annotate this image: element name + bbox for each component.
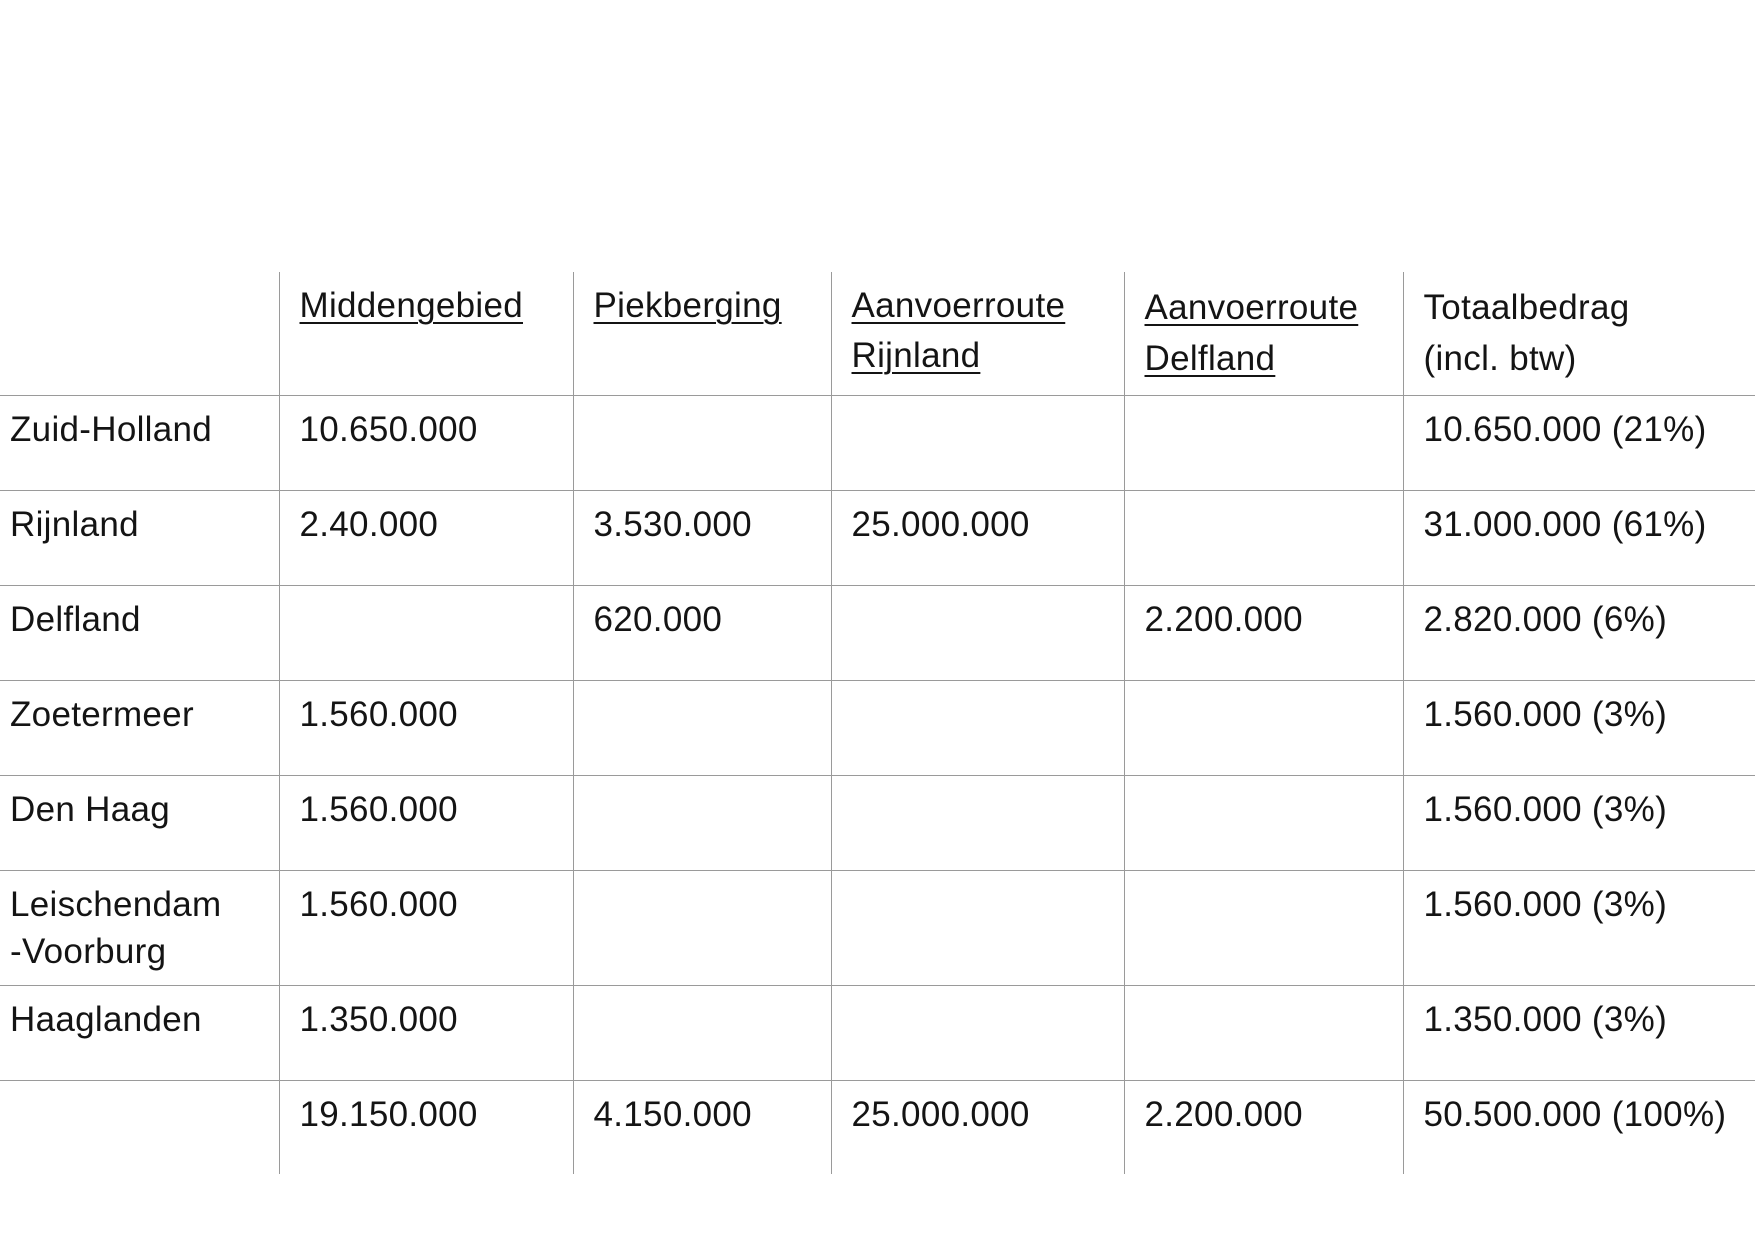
middengebied-cell: 1.560.000 <box>279 871 573 986</box>
grand-total: 50.500.000 (100%) <box>1403 1081 1755 1175</box>
aanvoerroute-rijnland-cell <box>831 871 1124 986</box>
header-cell-middengebied <box>279 272 573 396</box>
aanvoerroute-rijnland-cell: 25.000.000 <box>831 491 1124 586</box>
budget-table-container <box>0 272 1755 1174</box>
header-label: Piekberging <box>593 286 782 325</box>
aanvoerroute-rijnland-cell <box>831 986 1124 1081</box>
header-cell-totaalbedrag <box>1403 272 1755 396</box>
middengebied-cell: 1.560.000 <box>279 681 573 776</box>
piekberging-cell: 620.000 <box>573 586 831 681</box>
middengebied-cell: 1.560.000 <box>279 776 573 871</box>
aanvoerroute-delfland-cell <box>1124 396 1403 491</box>
header-label: Totaalbedrag <box>1423 288 1630 327</box>
row-label-cell: Zoetermeer <box>0 681 279 776</box>
piekberging-cell: 3.530.000 <box>573 491 831 586</box>
table-totals-row <box>0 1081 1755 1175</box>
totaalbedrag-cell: 2.820.000 (6%) <box>1403 586 1755 681</box>
header-label: Rijnland <box>851 336 981 375</box>
aanvoerroute-rijnland-cell <box>831 776 1124 871</box>
header-cell-aanvoerroute-delfland <box>1124 272 1403 396</box>
row-label-cell: Delfland <box>0 586 279 681</box>
table-row <box>0 396 1755 491</box>
aanvoerroute-rijnland-cell <box>831 396 1124 491</box>
aanvoerroute-delfland-cell <box>1124 871 1403 986</box>
header-cell-empty <box>0 272 279 396</box>
aanvoerroute-delfland-cell <box>1124 776 1403 871</box>
piekberging-cell <box>573 871 831 986</box>
totaalbedrag-cell: 1.560.000 (3%) <box>1403 871 1755 986</box>
table-row <box>0 776 1755 871</box>
aanvoerroute-delfland-cell <box>1124 681 1403 776</box>
row-label-cell: Leischendam -Voorburg <box>0 871 279 986</box>
piekberging-cell <box>573 681 831 776</box>
middengebied-cell: 1.350.000 <box>279 986 573 1081</box>
aanvoerroute-delfland-cell <box>1124 491 1403 586</box>
table-row <box>0 986 1755 1081</box>
piekberging-cell <box>573 396 831 491</box>
aanvoerroute-delfland-cell <box>1124 986 1403 1081</box>
middengebied-cell: 10.650.000 <box>279 396 573 491</box>
table-row <box>0 586 1755 681</box>
piekberging-cell <box>573 986 831 1081</box>
table-row <box>0 681 1755 776</box>
totaalbedrag-cell: 1.560.000 (3%) <box>1403 776 1755 871</box>
aanvoerroute-rijnland-cell <box>831 681 1124 776</box>
header-cell-piekberging <box>573 272 831 396</box>
aanvoerroute-rijnland-cell <box>831 586 1124 681</box>
totaalbedrag-cell: 1.560.000 (3%) <box>1403 681 1755 776</box>
row-label-cell: Zuid-Holland <box>0 396 279 491</box>
row-label-cell: Den Haag <box>0 776 279 871</box>
totaalbedrag-cell: 1.350.000 (3%) <box>1403 986 1755 1081</box>
header-label: Aanvoerroute <box>851 286 1066 325</box>
budget-table <box>0 272 1755 1174</box>
table-header-row <box>0 272 1755 396</box>
header-label: Aanvoerroute <box>1144 288 1359 327</box>
table-row <box>0 491 1755 586</box>
header-label: Delfland <box>1144 339 1276 378</box>
middengebied-cell <box>279 586 573 681</box>
header-label: Middengebied <box>299 286 523 325</box>
piekberging-cell <box>573 776 831 871</box>
totaalbedrag-cell: 31.000.000 (61%) <box>1403 491 1755 586</box>
header-label: (incl. btw) <box>1423 339 1577 378</box>
aanvoerroute-delfland-cell: 2.200.000 <box>1124 586 1403 681</box>
total-piekberging: 4.150.000 <box>573 1081 831 1175</box>
table-row <box>0 871 1755 986</box>
middengebied-cell: 2.40.000 <box>279 491 573 586</box>
row-label-cell: Rijnland <box>0 491 279 586</box>
total-aanvoerroute-delfland: 2.200.000 <box>1124 1081 1403 1175</box>
total-middengebied: 19.150.000 <box>279 1081 573 1175</box>
totals-label-cell <box>0 1081 279 1175</box>
totaalbedrag-cell: 10.650.000 (21%) <box>1403 396 1755 491</box>
header-cell-aanvoerroute-rijnland <box>831 272 1124 396</box>
row-label-cell: Haaglanden <box>0 986 279 1081</box>
total-aanvoerroute-rijnland: 25.000.000 <box>831 1081 1124 1175</box>
